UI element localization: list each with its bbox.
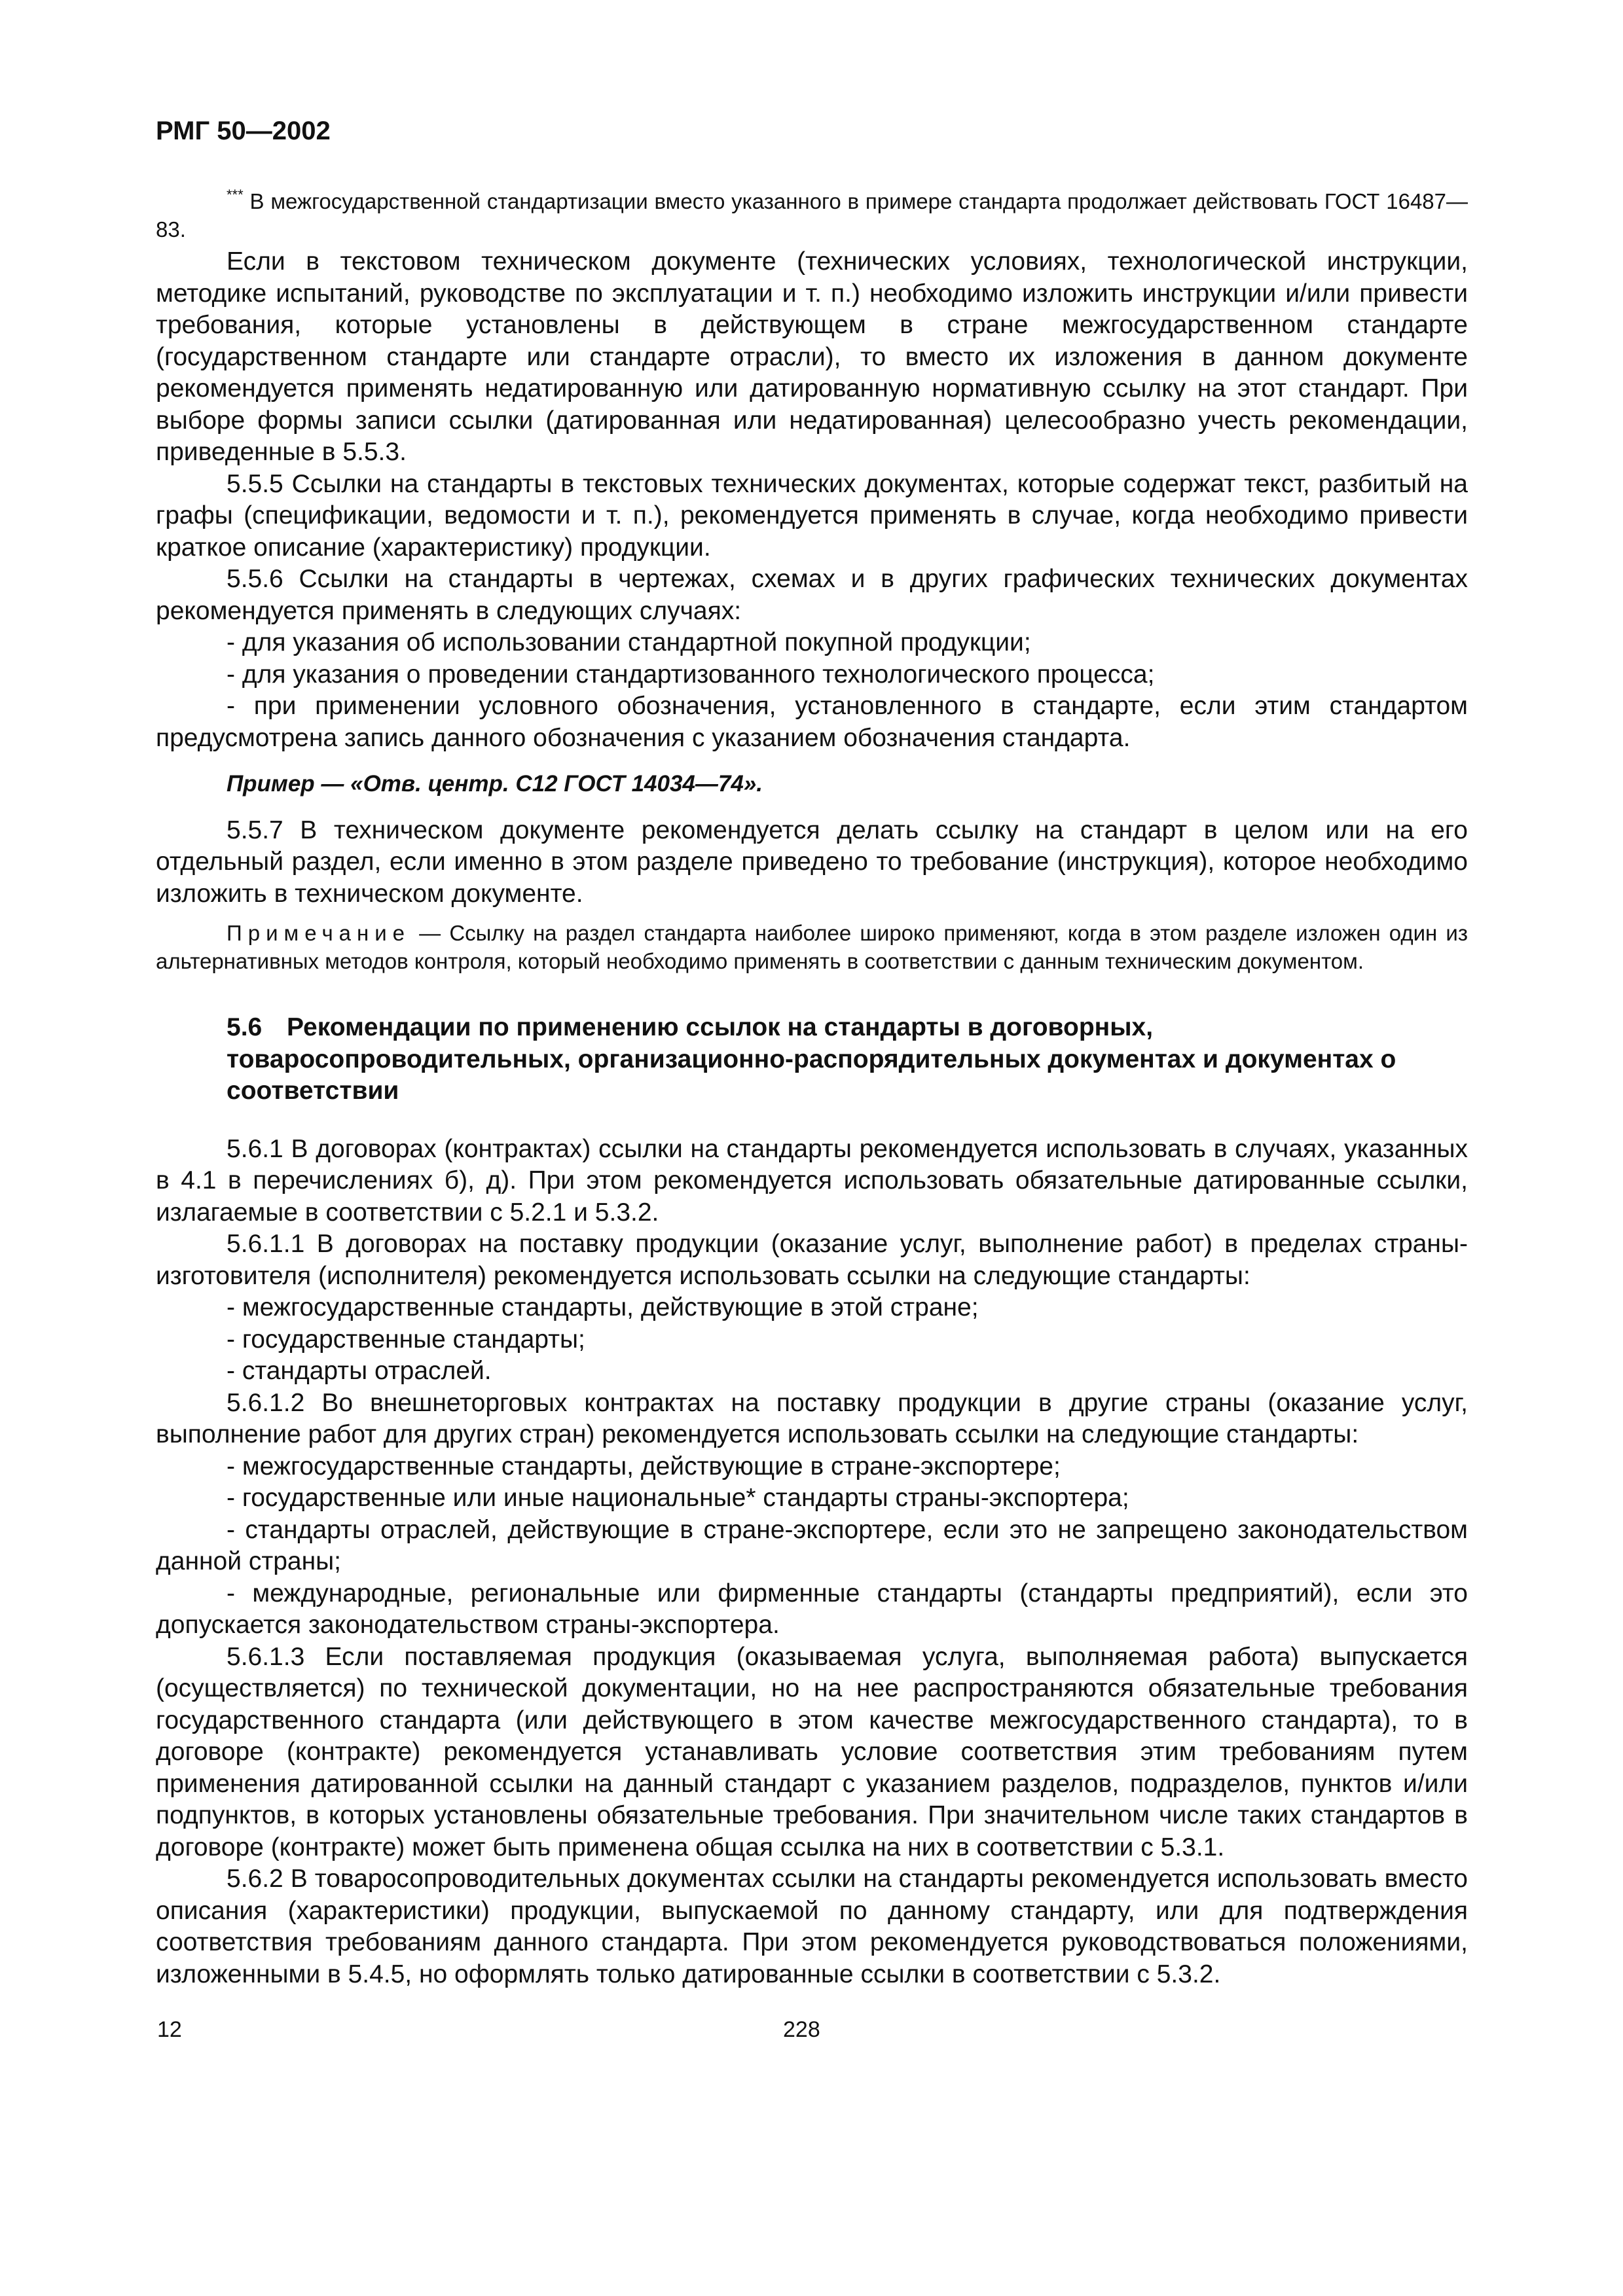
document-body (156, 187, 1468, 1990)
paragraph-5-6-1-1: 5.6.1.1 В договорах на поставку продукции (оказание услуг, выполнение работ) в пределах страны-изготовителя (исполнителя) рекомендуется использовать ссылки на следующие стандарты: (156, 1230, 1468, 1290)
paragraph-5-6-2: 5.6.2 В товаросопроводительных документах ссылки на стандарты рекомендуется использовать вместо описания (характеристики) продукции, выпускаемой по данному стандарту, или для подтверждения соответствия требованиям данного стандарта. При этом рекомендуется руководствоваться положениями, изложенными в 5.4.5, но оформлять только датированные ссылки в соответствии с 5.3.2. (156, 1865, 1468, 1988)
list-item: - международные, региональные или фирменные стандарты (стандарты предприятий), если это допускается законодательством страны-экспортера. (156, 1579, 1468, 1639)
section-number: 5.6 (227, 1013, 263, 1041)
paragraph: Если в текстовом техническом документе (технических условиях, технологической инструкции, методике испытаний, руководстве по эксплуатации и т. п.) необходимо изложить инструкции и/или привести требования, которые установлены в действующем в стране межгосударственном стандарте (государственном стандарте или стандарте отрасли), то вместо их изложения в данном документе рекомендуется применять недатированную или датированную нормативную ссылку на этот стандарт. При выборе формы записи ссылки (датированная или недатированная) целесообразно учесть рекомендации, приведенные в 5.5.3. (156, 247, 1468, 466)
list-item: - межгосударственные стандарты, действующие в стране-экспортере; (227, 1452, 1061, 1480)
paragraph-5-5-6: 5.5.6 Ссылки на стандарты в чертежах, схемах и в других графических технических документах рекомендуется применять в следующих случаях: (156, 565, 1468, 625)
paragraph-5-5-7: 5.5.7 В техническом документе рекомендуется делать ссылку на стандарт в целом или на его отдельный раздел, если именно в этом разделе приведено то требование (инструкция), которое необходимо изложить в техническом документе. (156, 816, 1468, 908)
note-label: Примечание (227, 921, 411, 945)
section-heading (156, 1012, 1468, 1107)
footnote (156, 187, 1468, 243)
paragraph-5-6-1-3: 5.6.1.3 Если поставляемая продукция (оказываемая услуга, выполняемая работа) выпускается (осуществляется) по технической документации, но на нее распространяются обязательные требования государственного стандарта (или действующего в этом качестве межгосударственного стандарта), то в договоре (контракте) рекомендуется устанавливать условие соответствия этим требованиям путем применения датированной ссылки на данный стандарт с указанием разделов, подразделов, пунктов и/или подпунктов, в которых установлены обязательные требования. При значительном числе таких стандартов в договоре (контракте) может быть применена общая ссылка на них в соответствии с 5.3.1. (156, 1642, 1468, 1861)
note (156, 919, 1468, 975)
list-item: - стандарты отраслей, действующие в стране-экспортере, если это не запрещено законодательством данной страны; (156, 1515, 1468, 1575)
page-number: 12 (157, 2017, 182, 2042)
list-item: - для указания об использовании стандартной покупной продукции; (227, 628, 1031, 656)
paragraph-5-6-1-2: 5.6.1.2 Во внешнеторговых контрактах на поставку продукции в другие страны (оказание услуг, выполнение работ для других стран) рекомендуется использовать ссылки на следующие стандарты: (156, 1388, 1468, 1448)
section-title: Рекомендации по применению ссылок на стандарты в договорных, товаросопроводительных, организационно-распорядительных документах и документах о соответствии (227, 1013, 1396, 1105)
list-item: - государственные или иные национальные* стандарты страны-экспортера; (227, 1484, 1129, 1512)
note-text: — Ссылку на раздел стандарта наиболее широко применяют, когда в этом разделе изложен один из альтернативных методов контроля, который необходимо применять в соответствии с данным техническим документом. (156, 921, 1468, 973)
list-item: - для указания о проведении стандартизованного технологического процесса; (227, 660, 1155, 689)
sheet-number: 228 (783, 2017, 820, 2042)
list-item: - государственные стандарты; (227, 1325, 585, 1354)
list-item: - межгосударственные стандарты, действующие в этой стране; (227, 1293, 979, 1321)
footnote-marker: *** (227, 187, 244, 203)
paragraph-5-5-5: 5.5.5 Ссылки на стандарты в текстовых технических документах, которые содержат текст, разбитый на графы (спецификации, ведомости и т. п.), рекомендуется применять в случае, когда необходимо привести краткое описание (характеристику) продукции. (156, 469, 1468, 562)
footnote-text: В межгосударственной стандартизации вместо указанного в примере стандарта продолжает действовать ГОСТ 16487—83. (156, 189, 1468, 242)
document-code: РМГ 50—2002 (156, 117, 331, 145)
paragraph-5-6-1: 5.6.1 В договорах (контрактах) ссылки на стандарты рекомендуется использовать в случаях, указанных в 4.1 в перечислениях б), д). При этом рекомендуется использовать обязательные датированные ссылки, излагаемые в соответствии с 5.2.1 и 5.3.2. (156, 1134, 1468, 1227)
example: Пример — «Отв. центр. С12 ГОСТ 14034—74». (227, 771, 763, 797)
list-item: - стандарты отраслей. (227, 1357, 492, 1385)
list-item: - при применении условного обозначения, установленного в стандарте, если этим стандартом предусмотрена запись данного обозначения с указанием обозначения стандарта. (156, 692, 1468, 752)
